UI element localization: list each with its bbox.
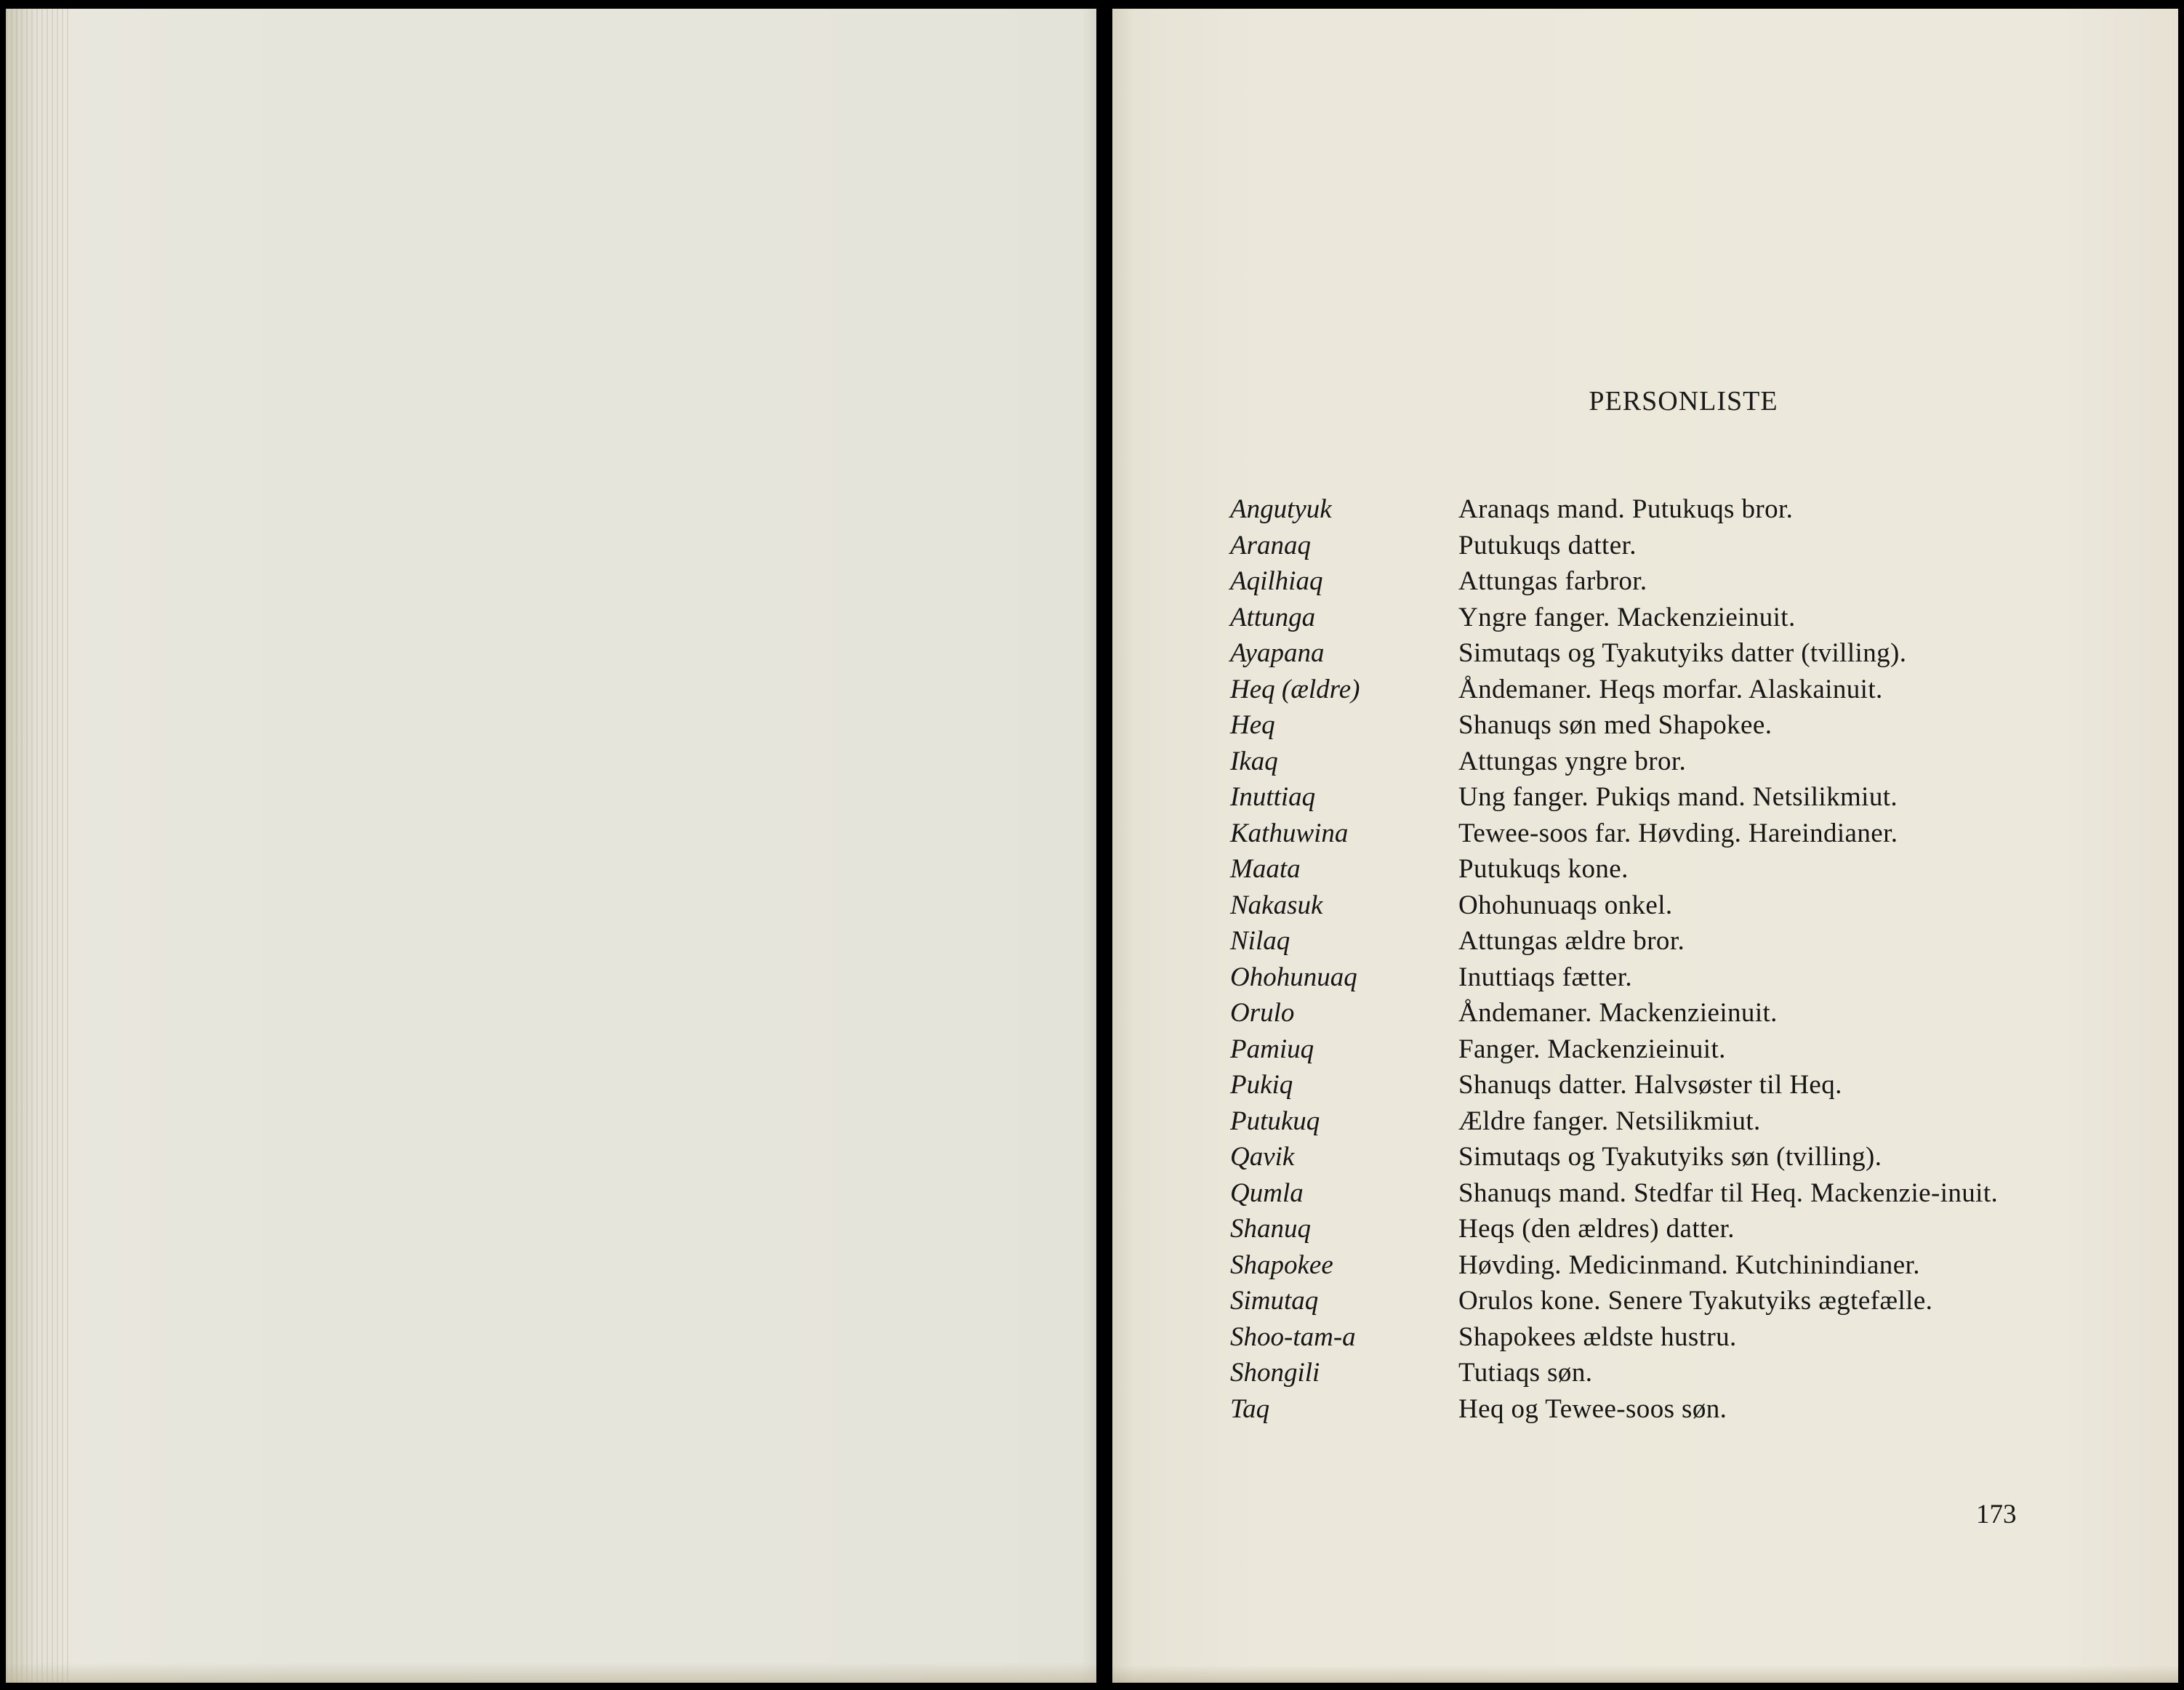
list-item <box>1230 1391 2146 1428</box>
list-item <box>1230 707 2146 744</box>
character-description: Tewee-soos far. Høvding. Hareindianer. <box>1458 818 1898 848</box>
character-name: Maata <box>1230 854 1301 884</box>
character-description: Åndemaner. Heqs morfar. Alaskainuit. <box>1458 674 1883 704</box>
character-name: Aqilhiaq <box>1230 566 1323 596</box>
character-description: Simutaqs og Tyakutyiks søn (tvilling). <box>1458 1142 1882 1172</box>
character-name: Nakasuk <box>1230 890 1323 920</box>
character-name: Shoo-tam-a <box>1230 1321 1356 1352</box>
character-description: Åndemaner. Mackenzieinuit. <box>1458 998 1778 1028</box>
list-item <box>1230 1355 2146 1391</box>
character-description: Shanuqs datter. Halvsøster til Heq. <box>1458 1070 1842 1100</box>
character-description: Yngre fanger. Mackenzieinuit. <box>1458 602 1796 632</box>
character-description: Ohohunuaqs onkel. <box>1458 890 1673 920</box>
character-name: Ayapana <box>1230 638 1325 668</box>
character-name: Shapokee <box>1230 1250 1333 1280</box>
character-name: Kathuwina <box>1230 818 1349 848</box>
list-item <box>1230 851 2146 888</box>
list-item <box>1230 1319 2146 1356</box>
list-item <box>1230 1067 2146 1103</box>
character-name: Shanuq <box>1230 1214 1311 1244</box>
character-name: Heq <box>1230 710 1275 740</box>
character-description: Shapokees ældste hustru. <box>1458 1321 1737 1352</box>
list-item <box>1230 600 2146 636</box>
character-description: Inuttiaqs fætter. <box>1458 962 1633 992</box>
character-description: Attungas farbror. <box>1458 566 1647 596</box>
character-description: Tutiaqs søn. <box>1458 1358 1593 1388</box>
character-name: Attunga <box>1230 602 1316 632</box>
character-name: Nilaq <box>1230 926 1290 956</box>
list-item <box>1230 1103 2146 1140</box>
page-title: PERSONLISTE <box>1589 386 1778 417</box>
page-bottom-edge <box>6 1662 1096 1683</box>
character-name: Pukiq <box>1230 1070 1293 1100</box>
character-description: Orulos kone. Senere Tyakutyiks ægtefælle. <box>1458 1286 1933 1316</box>
right-page <box>1112 9 2178 1683</box>
character-name: Inuttiaq <box>1230 782 1316 812</box>
list-item <box>1230 779 2146 816</box>
character-name: Simutaq <box>1230 1286 1319 1316</box>
list-item <box>1230 563 2146 600</box>
character-description: Attungas ældre bror. <box>1458 926 1685 956</box>
character-description: Heq og Tewee-soos søn. <box>1458 1393 1727 1424</box>
list-item <box>1230 1139 2146 1175</box>
character-description: Putukuqs kone. <box>1458 854 1629 884</box>
list-item <box>1230 1175 2146 1212</box>
character-name: Qumla <box>1230 1178 1304 1208</box>
character-name: Shongili <box>1230 1358 1320 1388</box>
character-description: Shanuqs søn med Shapokee. <box>1458 710 1773 740</box>
page-edge-texture <box>6 9 71 1683</box>
character-description: Fanger. Mackenzieinuit. <box>1458 1034 1726 1064</box>
character-name: Angutyuk <box>1230 494 1332 524</box>
left-page-blank <box>6 9 1096 1683</box>
list-item <box>1230 1031 2146 1068</box>
character-description: Ung fanger. Pukiqs mand. Netsilikmiut. <box>1458 782 1898 812</box>
character-description: Heqs (den ældres) datter. <box>1458 1214 1735 1244</box>
list-item <box>1230 1247 2146 1284</box>
character-name: Pamiuq <box>1230 1034 1314 1064</box>
list-item <box>1230 672 2146 708</box>
character-name: Qavik <box>1230 1142 1295 1172</box>
list-item <box>1230 1283 2146 1319</box>
character-name: Heq (ældre) <box>1230 674 1360 704</box>
list-item <box>1230 959 2146 996</box>
character-name: Putukuq <box>1230 1106 1320 1136</box>
character-name: Aranaq <box>1230 530 1311 560</box>
list-item <box>1230 491 2146 528</box>
character-name: Ikaq <box>1230 746 1278 776</box>
character-description: Shanuqs mand. Stedfar til Heq. Mackenzie-inuit. <box>1458 1178 1999 1208</box>
list-item <box>1230 528 2146 564</box>
character-description: Ældre fanger. Netsilikmiut. <box>1458 1106 1761 1136</box>
list-item <box>1230 744 2146 780</box>
list-item <box>1230 923 2146 959</box>
character-description: Simutaqs og Tyakutyiks datter (tvilling). <box>1458 638 1907 668</box>
list-item <box>1230 888 2146 924</box>
character-name: Taq <box>1230 1393 1270 1424</box>
character-description: Aranaqs mand. Putukuqs bror. <box>1458 494 1794 524</box>
list-item <box>1230 816 2146 852</box>
list-item <box>1230 635 2146 672</box>
character-description: Høvding. Medicinmand. Kutchinindianer. <box>1458 1250 1920 1280</box>
character-list <box>1230 491 2146 1427</box>
character-description: Attungas yngre bror. <box>1458 746 1687 776</box>
character-name: Orulo <box>1230 998 1295 1028</box>
character-name: Ohohunuaq <box>1230 962 1357 992</box>
list-item <box>1230 1211 2146 1247</box>
character-description: Putukuqs datter. <box>1458 530 1637 560</box>
list-item <box>1230 995 2146 1031</box>
page-bottom-edge <box>1112 1665 2178 1683</box>
page-number: 173 <box>1976 1500 2017 1529</box>
